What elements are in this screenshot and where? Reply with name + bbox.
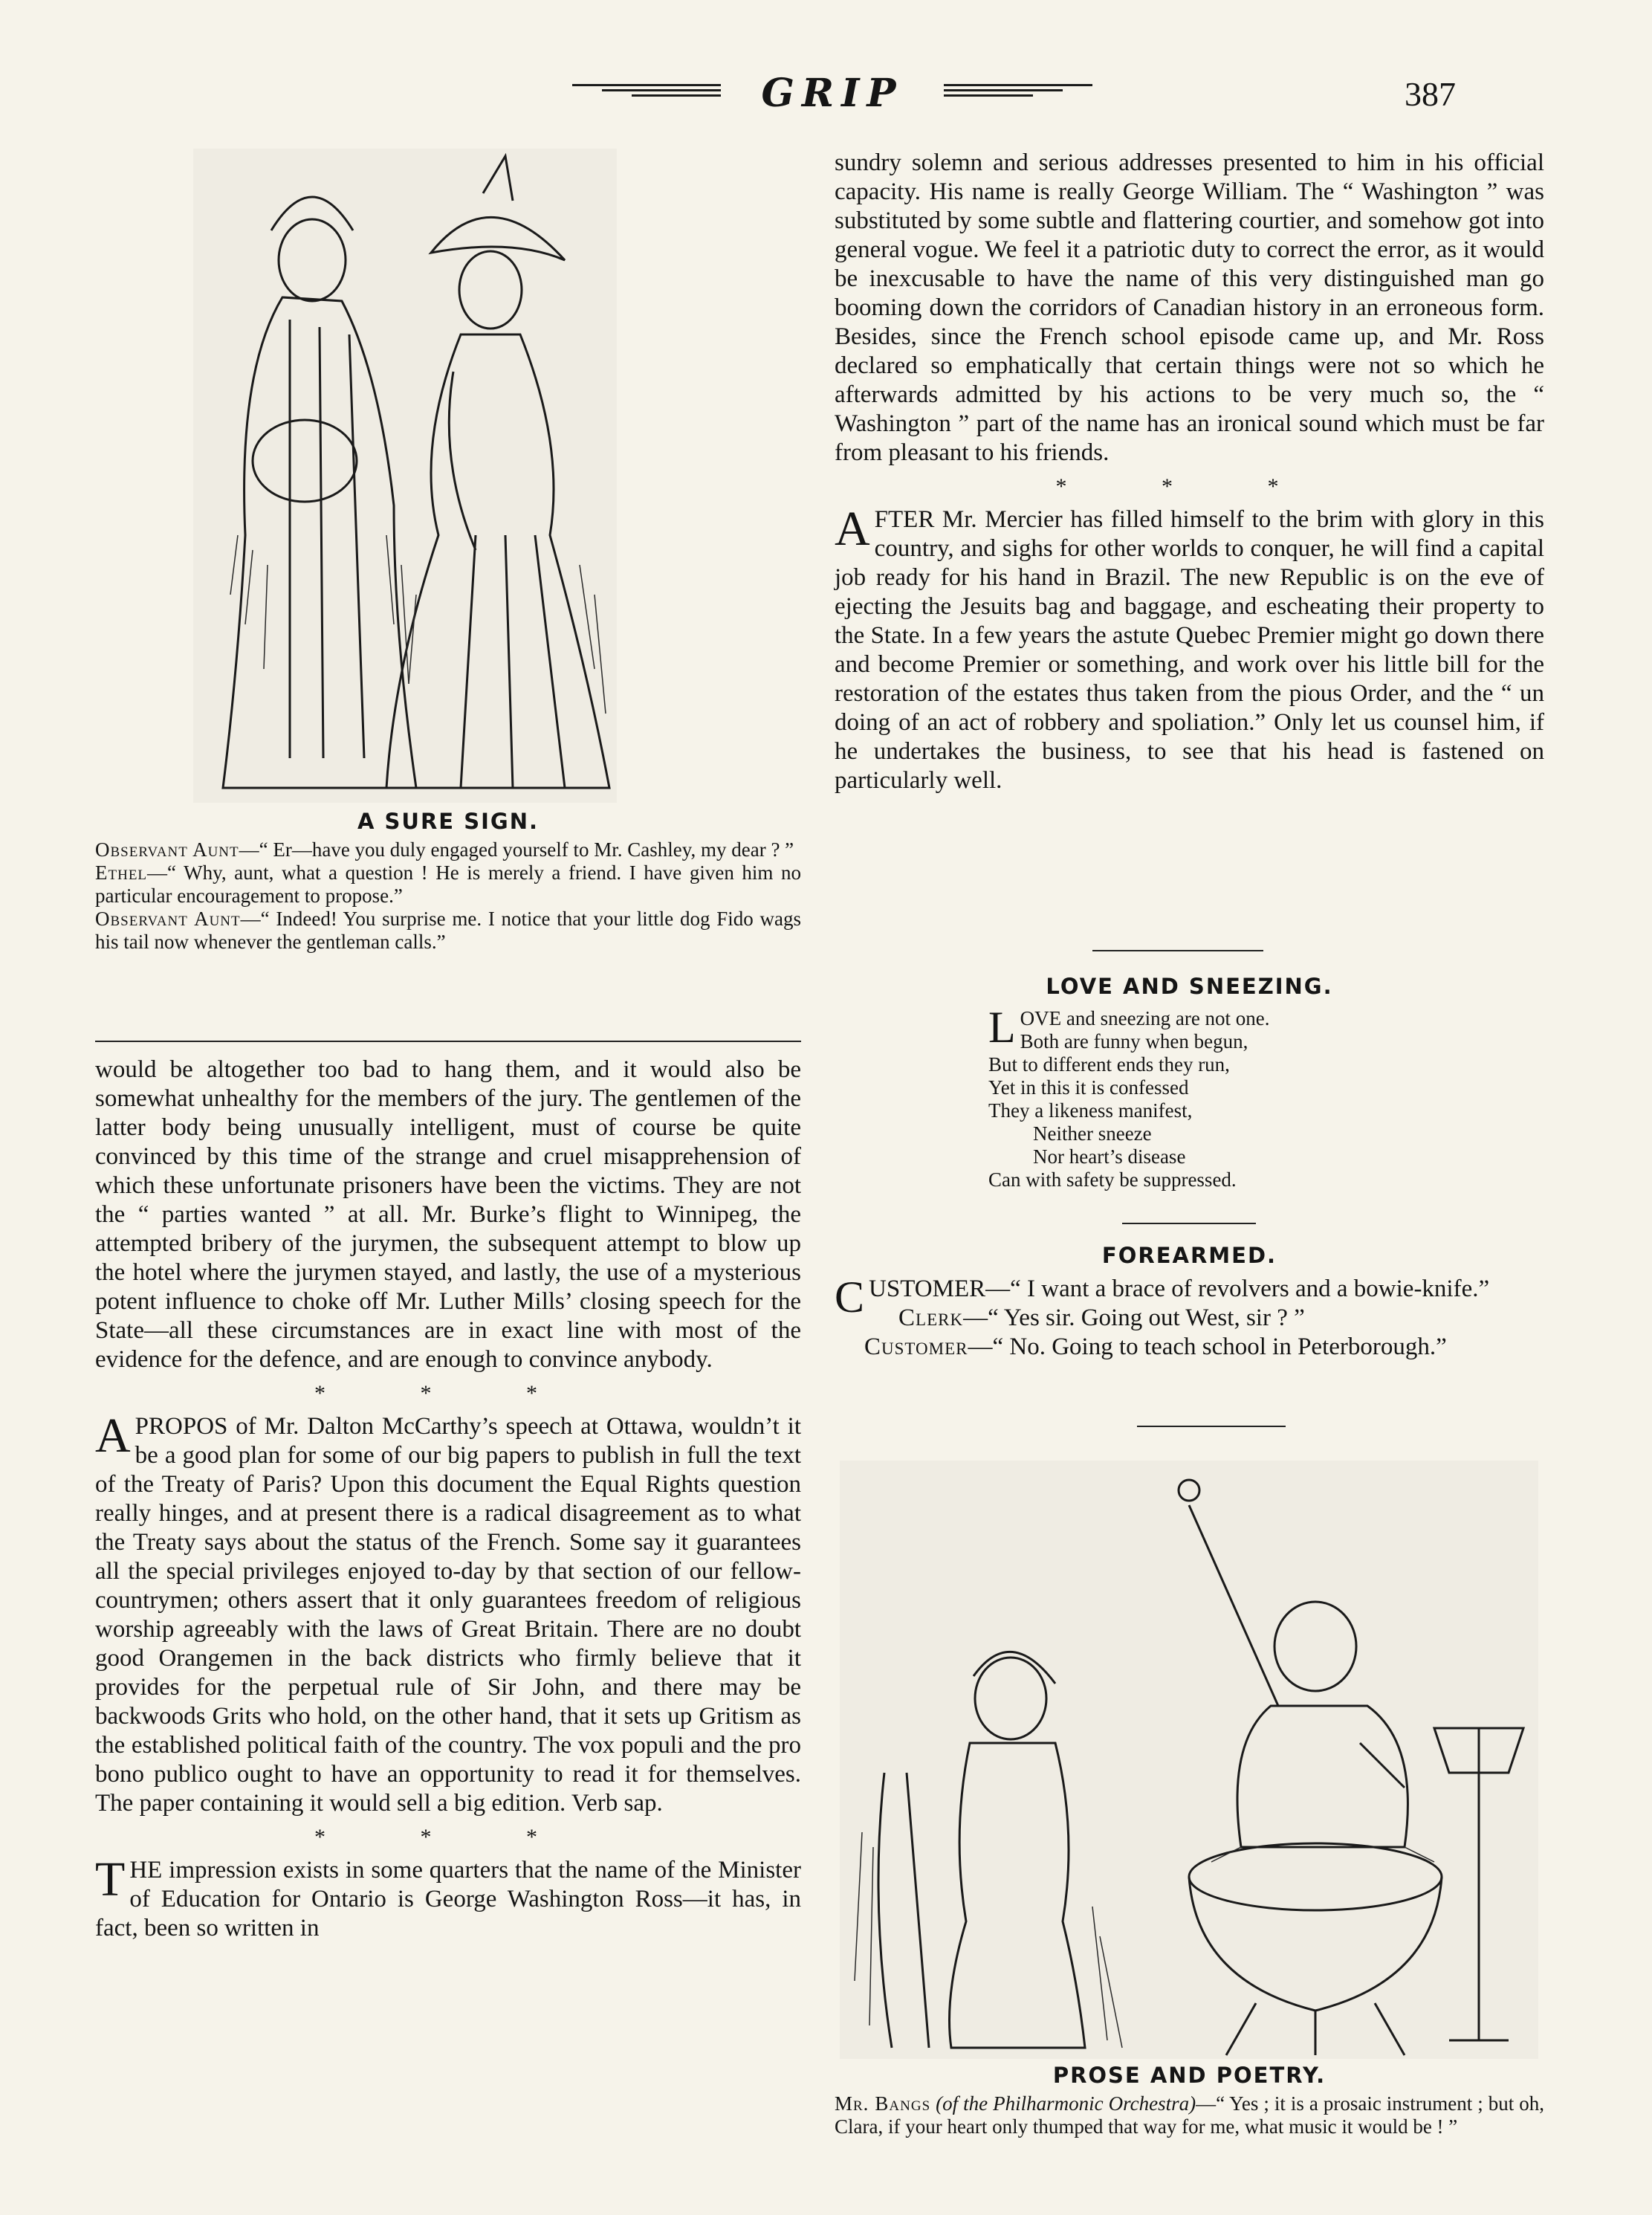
cartoon1-title: A SURE SIGN. bbox=[357, 809, 539, 834]
masthead-rule-left bbox=[572, 84, 721, 100]
publication-title: GRIP bbox=[761, 71, 904, 116]
caption-line: Mr. Bangs (of the Philharmonic Orchestra)—“ Yes ; it is a prosaic instrument ; but oh, Clara, if your heart only thumped that way for me, what music it would be ! ” bbox=[835, 2092, 1545, 2138]
poem-line: But to different ends they run, bbox=[988, 1053, 1230, 1076]
two-women-drawing bbox=[193, 149, 617, 803]
poem-title: LOVE AND SNEEZING. bbox=[1046, 974, 1333, 999]
article-paragraph: would be altogether too bad to hang them, and it would also be somewhat unhealthy for the members of the jury. The gentlemen of the latter body being unusually intelligent, must of course be quite convinced by this time of the strange and cruel misapprehension of which these unfortunate prisoners have been the victims. They are not the “ parties wanted ” at all. Mr. Burke’s flight to Winnipeg, the attempted bribery of the jurymen, the subsequent attempt to blow up the hotel where the jurymen stayed, and lastly, the use of a mysterious potent influence to choke off Mr. Luther Mills’ closing speech for the State—all these circumstances are in exact line with most of the evidence for the defence, and are enough to convince anybody. bbox=[95, 1056, 801, 1373]
article-paragraph: APROPOS of Mr. Dalton McCarthy’s speech at Ottawa, wouldn’t it be a good plan for some of our big papers to publish in full the text of the Treaty of Paris? Upon this document the Equal Rights question really hinges, and at present there is a radical disagreement as to what the Treaty says about the status of the French. Some say it guarantees all the special privileges enjoyed to-day by that section of our fellow-countrymen; others assert that it only guarantees freedom of religious worship agreeably with the laws of Great Britain. There are no doubt good Orangemen in the back districts who firmly believe that it provides for the perpetual rule of Sir John, and there may be backwoods Grits who hold, on the other hand, that it sets up Gritism as the established political faith of the country. The vox populi and the pro bono publico ought to have an opportunity to read it for themselves. The paper containing it would sell a big edition. Verb sap. bbox=[95, 1409, 801, 1817]
drop-cap: C bbox=[835, 1273, 865, 1322]
drop-cap: A bbox=[95, 1409, 131, 1463]
drop-cap: T bbox=[95, 1852, 126, 1907]
left-column-body bbox=[95, 1055, 801, 1943]
right-column-body bbox=[835, 149, 1544, 795]
cartoon-illustration-sure-sign bbox=[193, 149, 617, 803]
article-paragraph: THE impression exists in some quarters that the name of the Minister of Education for Ontario is George Washington Ross—it has, in fact, been so written in bbox=[95, 1852, 801, 1941]
poem-line: Yet in this it is confessed bbox=[988, 1076, 1189, 1099]
cartoon2-caption bbox=[835, 2092, 1544, 2138]
poem-line: Can with safety be suppressed. bbox=[988, 1168, 1237, 1191]
caption-line: Observant Aunt—“ Indeed! You surprise me. I notice that your little dog Fido wags his tail now whenever the gentleman calls.” bbox=[95, 908, 801, 953]
poem-body bbox=[988, 1003, 1405, 1191]
short-divider-rule bbox=[1092, 950, 1263, 951]
article-paragraph: AFTER Mr. Mercier has filled himself to the brim with glory in this country, and sighs for other worlds to conquer, he will find a capital job ready for his hand in Brazil. The new Republic is on the eve of ejecting the Jesuits bag and baggage, and escheating their property to the State. In a few years the astute Quebec Premier might go down there and become Premier or something, and work over his little bill for the restoration of the estates thus taken from the pious Order, and the “ un doing of an act of robbery and spoliation.” Only let us counsel him, if he undertakes the business, to see that his head is fastened on particularly well. bbox=[835, 502, 1544, 794]
cartoon1-caption bbox=[95, 838, 801, 954]
forearmed-title: FOREARMED. bbox=[1101, 1243, 1277, 1268]
forearmed-body bbox=[835, 1275, 1544, 1362]
section-stars: * * * bbox=[314, 1381, 582, 1406]
cartoon-illustration-prose-poetry bbox=[840, 1461, 1538, 2059]
drop-cap: L bbox=[988, 1003, 1016, 1052]
masthead bbox=[572, 71, 1092, 123]
drummer-and-woman-drawing bbox=[840, 1461, 1538, 2059]
cartoon2-title: PROSE AND POETRY. bbox=[1052, 2063, 1327, 2088]
dialog-line: Customer—“ No. Going to teach school in Peterborough.” bbox=[864, 1333, 1447, 1360]
page-number: 387 bbox=[1405, 75, 1456, 113]
poem-line: They a likeness manifest, bbox=[988, 1099, 1193, 1122]
short-divider-rule bbox=[1122, 1223, 1256, 1224]
caption-line: Ethel—“ Why, aunt, what a question ! He is merely a friend. I have given him no particular encouragement to propose.” bbox=[95, 861, 801, 907]
poem-line: Both are funny when begun, bbox=[1020, 1030, 1248, 1052]
caption-line: Observant Aunt—“ Er—have you duly engaged yourself to Mr. Cashley, my dear ? ” bbox=[95, 838, 794, 861]
short-divider-rule bbox=[1137, 1426, 1286, 1427]
poem-line: Nor heart’s disease bbox=[1033, 1145, 1186, 1168]
masthead-rule-right bbox=[944, 84, 1092, 100]
column-divider-rule bbox=[95, 1041, 801, 1042]
poem-line: OVE and sneezing are not one. bbox=[1020, 1007, 1270, 1029]
drop-cap: A bbox=[835, 502, 870, 556]
dialog-line: Clerk—“ Yes sir. Going out West, sir ? ” bbox=[898, 1304, 1305, 1331]
section-stars: * * * bbox=[1055, 474, 1324, 499]
section-stars: * * * bbox=[314, 1825, 582, 1849]
poem-line: Neither sneeze bbox=[1033, 1122, 1152, 1145]
article-paragraph: sundry solemn and serious addresses presented to him in his official capacity. His name is really George William. The “ Washington ” was substituted by some subtle and flattering courtier, and somehow got into general vogue. We feel it a patriotic duty to correct the error, as it would be inexcusable to have the name of this very distinguished man go booming down the corridors of Canadian history in an erroneous form. Besides, since the French school episode came up, and Mr. Ross declared so emphatically that certain things were not so which he afterwards admitted by his actions to be very much so, the “ Washington ” part of the name has an ironical sound which must be far from pleasant to his friends. bbox=[835, 149, 1544, 466]
dialog-line: CUSTOMER—“ I want a brace of revolvers and a bowie-knife.” bbox=[835, 1273, 1490, 1322]
